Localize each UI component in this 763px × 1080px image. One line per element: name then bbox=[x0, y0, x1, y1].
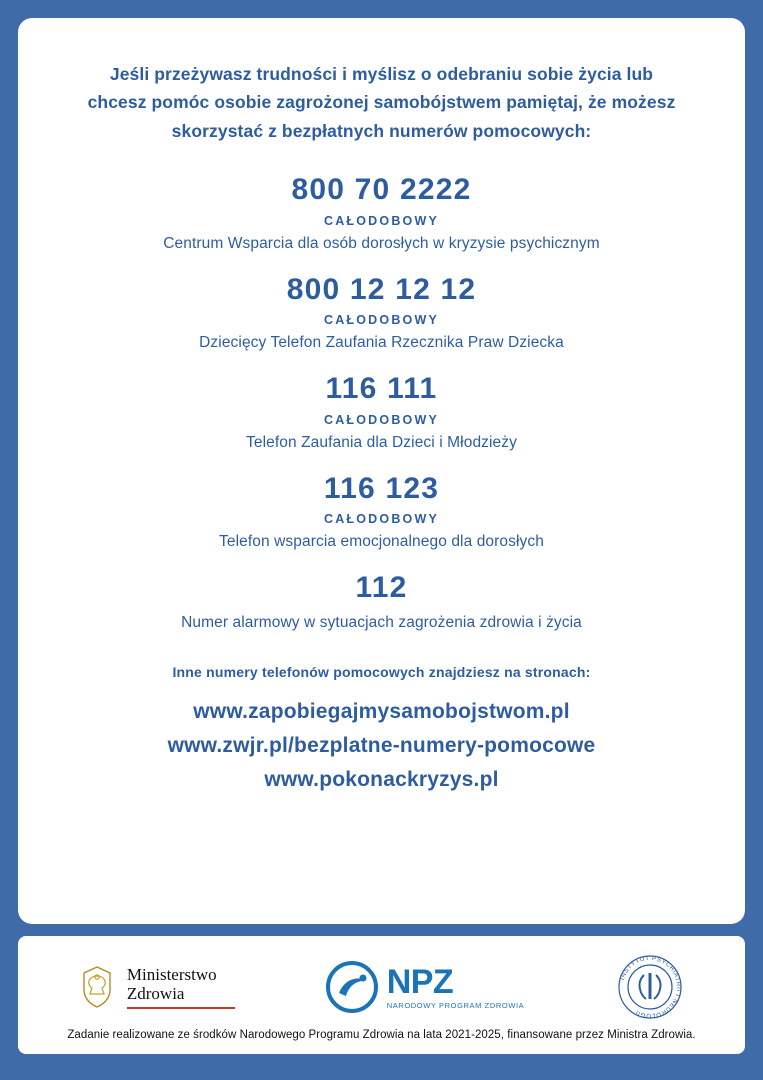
helpline-number[interactable]: 116 111 bbox=[325, 372, 438, 406]
helpline-description: Telefon Zaufania dla Dzieci i Młodzieży bbox=[246, 433, 517, 451]
intro-line-2: chcesz pomóc osobie zagrożonej samobójstwem pamiętaj, że możesz bbox=[87, 92, 676, 113]
helpline-availability: CAŁODOBOWY bbox=[323, 412, 440, 427]
npz-swirl-icon bbox=[325, 960, 379, 1014]
npz-logo bbox=[325, 960, 525, 1014]
helpline-number[interactable]: 800 12 12 12 bbox=[286, 272, 477, 306]
helpline-item bbox=[58, 370, 705, 452]
helpline-item bbox=[58, 569, 705, 632]
helpline-list bbox=[58, 171, 705, 650]
bottom-strip bbox=[18, 1054, 745, 1058]
website-link[interactable]: www.pokonackryzys.pl bbox=[264, 767, 499, 791]
npz-full-name: NARODOWY PROGRAM ZDROWIA bbox=[386, 1000, 525, 1010]
helpline-item bbox=[58, 470, 705, 552]
ministry-line-1: Ministerstwo bbox=[126, 964, 217, 984]
helpline-description: Dziecięcy Telefon Zaufania Rzecznika Praw Dziecka bbox=[199, 334, 564, 352]
website-link[interactable]: www.zwjr.pl/bezplatne-numery-pomocowe bbox=[167, 733, 596, 757]
helpline-availability: CAŁODOBOWY bbox=[323, 313, 440, 328]
helpline-availability: CAŁODOBOWY bbox=[323, 512, 440, 527]
footer-bar bbox=[18, 936, 745, 1054]
intro-line-3: skorzystać z bezpłatnych numerów pomocowych: bbox=[171, 120, 592, 141]
intro-text bbox=[88, 60, 676, 145]
logo-row bbox=[32, 949, 731, 1025]
other-numbers-title: Inne numery telefonów pomocowych znajdziesz na stronach: bbox=[172, 663, 591, 680]
helpline-availability: CAŁODOBOWY bbox=[323, 213, 440, 228]
helpline-number[interactable]: 116 123 bbox=[323, 471, 440, 505]
helpline-item bbox=[58, 171, 705, 253]
ministry-underline bbox=[127, 1007, 235, 1010]
website-links bbox=[168, 700, 596, 792]
polish-eagle-icon bbox=[77, 964, 117, 1010]
funding-note: Zadanie realizowane ze środków Narodowego Programu Zdrowia na lata 2021-2025, finansowane przez Ministra Zdrowia. bbox=[67, 1029, 696, 1041]
helpline-description: Numer alarmowy w sytuacjach zagrożenia zdrowia i życia bbox=[181, 613, 582, 631]
ministry-of-health-logo bbox=[77, 964, 235, 1010]
ministry-name bbox=[127, 965, 235, 1010]
npz-acronym: NPZ bbox=[386, 962, 454, 1001]
intro-line-1: Jeśli przeżywasz trudności i myślisz o odebraniu sobie życia lub bbox=[109, 64, 654, 84]
helpline-description: Centrum Wsparcia dla osób dorosłych w kryzysie psychicznym bbox=[163, 234, 600, 252]
institute-of-psychiatry-logo bbox=[614, 951, 686, 1023]
npz-wordmark bbox=[386, 962, 525, 1010]
svg-text:INSTYTUT PSYCHIATRII I NEUROLO: INSTYTUT PSYCHIATRII I NEUROLOGII bbox=[619, 954, 683, 1020]
helpline-item bbox=[58, 271, 705, 353]
ministry-line-2: Zdrowia bbox=[126, 984, 185, 1004]
helpline-number[interactable]: 800 70 2222 bbox=[291, 173, 472, 207]
helpline-number[interactable]: 112 bbox=[355, 571, 408, 605]
website-link[interactable]: www.zapobiegajmysamobojstwom.pl bbox=[193, 699, 570, 723]
main-card bbox=[18, 18, 745, 924]
helpline-description: Telefon wsparcia emocjonalnego dla dorosłych bbox=[219, 533, 544, 551]
